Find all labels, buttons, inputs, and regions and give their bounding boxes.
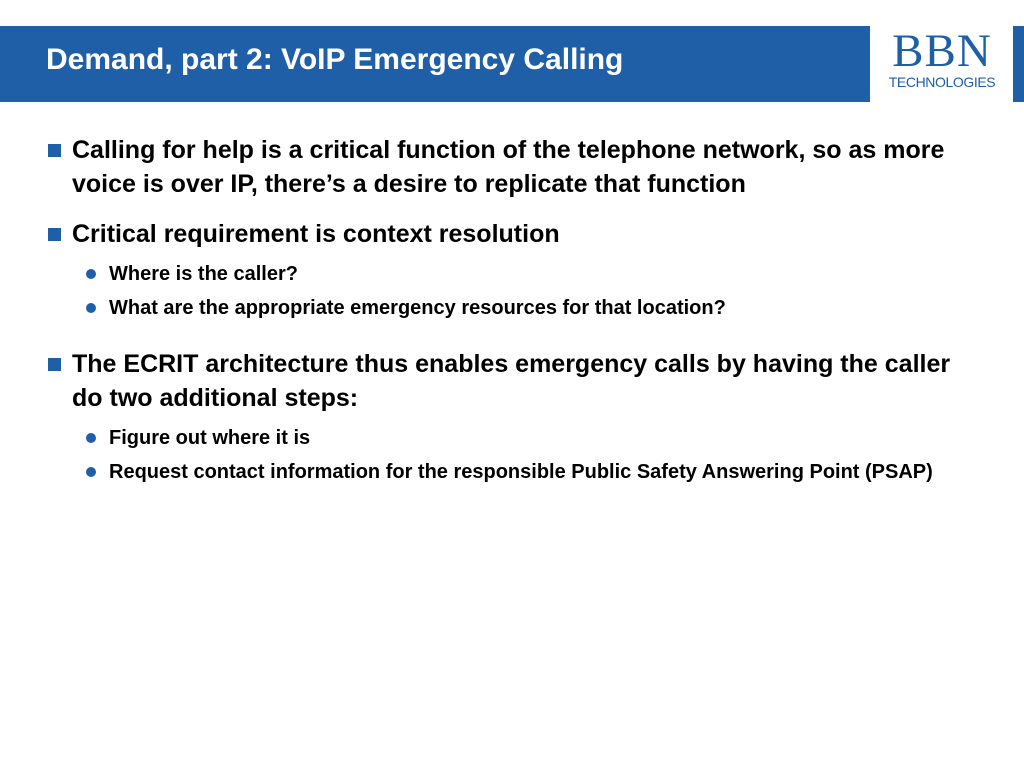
slide-title: Demand, part 2: VoIP Emergency Calling	[46, 43, 624, 76]
sub-bullet-2-1	[86, 261, 976, 287]
sub-bullet-2-2-text: What are the appropriate emergency resources for that location?	[109, 297, 726, 319]
slide-content	[46, 133, 976, 499]
round-bullet-icon	[86, 433, 96, 443]
bullet-3	[46, 347, 976, 415]
company-logo	[870, 26, 1013, 102]
bullet-1	[46, 133, 976, 201]
round-bullet-icon	[86, 303, 96, 313]
logo-edge-stripe	[1013, 26, 1024, 102]
sub-bullet-3-2-text: Request contact information for the responsible Public Safety Answering Point (PSAP)	[109, 461, 933, 483]
logo-letters: BBN	[892, 25, 992, 77]
bullet-3-text: The ECRIT architecture thus enables emergency calls by having the caller do two additional steps:	[72, 350, 951, 412]
bullet-2-text: Critical requirement is context resolution	[72, 220, 560, 248]
logo-subtitle: TECHNOLOGIES	[888, 74, 996, 90]
title-bar	[0, 26, 870, 102]
sub-bullet-3-2	[86, 459, 976, 485]
bullet-2	[46, 217, 976, 251]
bullet-1-text: Calling for help is a critical function of the telephone network, so as more voice is over IP, there’s a desire to replicate that function	[72, 136, 945, 198]
square-bullet-icon	[48, 358, 61, 371]
round-bullet-icon	[86, 269, 96, 279]
square-bullet-icon	[48, 144, 61, 157]
sub-bullet-2-1-text: Where is the caller?	[109, 263, 298, 285]
square-bullet-icon	[48, 228, 61, 241]
round-bullet-icon	[86, 467, 96, 477]
sub-bullet-2-2	[86, 295, 976, 321]
sub-bullet-3-1-text: Figure out where it is	[109, 427, 311, 449]
sub-bullet-3-1	[86, 425, 976, 451]
